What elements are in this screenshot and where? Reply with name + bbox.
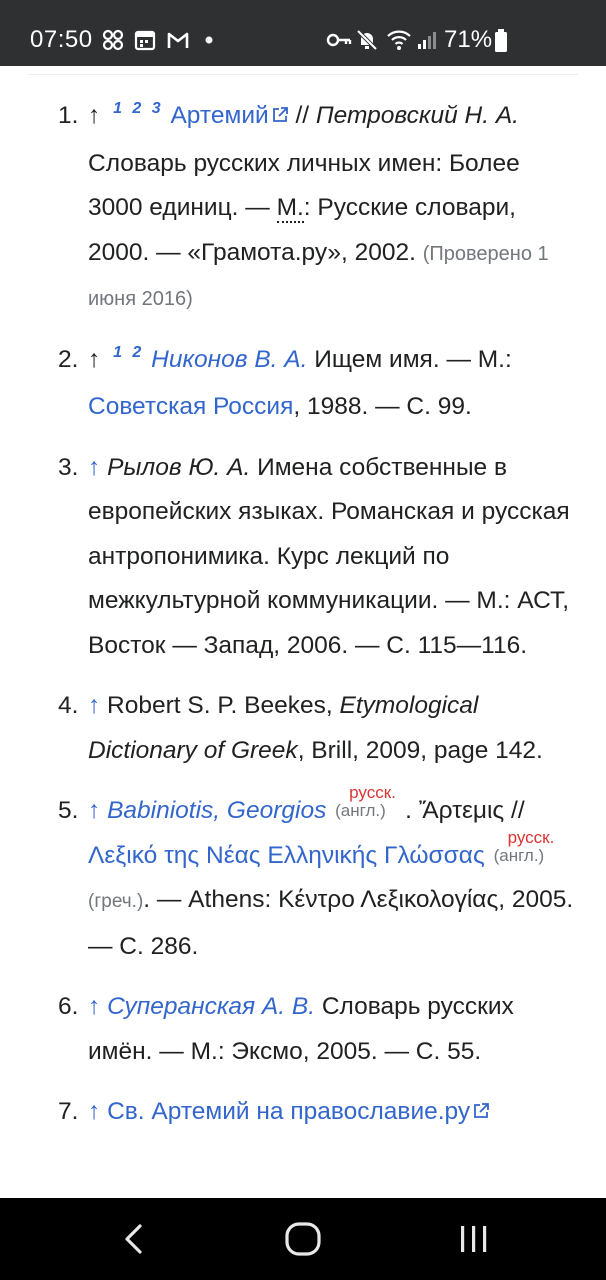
backlink-arrow[interactable]: ↑: [88, 692, 101, 719]
lang-tag-en: (англ.): [493, 845, 545, 865]
references-content: [0, 66, 606, 1198]
reference-item-6: [0, 985, 606, 1074]
backlinks-letters[interactable]: 1 2 3: [113, 100, 164, 117]
backlink-arrow: ↑: [88, 102, 101, 129]
reference-text: Имена собственные в европейских языках. Романская и русская антропонимика. Курс лекций по межкультурной коммуникации. — М.: АСТ, Восток — Запад, 2006. — С. 115—116.: [88, 453, 570, 659]
reference-text-2: . — Athens: Κέντρο Λεξικολογίας, 2005. — С. 286.: [88, 886, 574, 960]
section-divider: [28, 74, 578, 75]
navigation-bar: [0, 1198, 606, 1280]
reference-text: . Ἄρτεμις //: [405, 797, 525, 824]
language-tag-2: [492, 827, 564, 869]
reference-text-2: , Brill, 2009, page 142.: [297, 736, 543, 764]
lang-tag-greek: (греч.): [88, 891, 144, 912]
author-link-babiniotis[interactable]: Babiniotis, Georgios: [107, 797, 327, 824]
lang-tag-ru[interactable]: русск.: [349, 783, 396, 802]
reference-number: 4.: [58, 692, 79, 719]
reference-item-4: [0, 684, 606, 773]
wifi-icon: [386, 29, 412, 51]
reference-text: Словарь русских личных имен: Более 3000 единиц. —: [88, 149, 520, 221]
gmail-icon: [166, 29, 190, 51]
battery-percent: 71%: [444, 26, 493, 53]
author-link-nikonov[interactable]: Никонов В. А.: [151, 345, 308, 373]
backlink-arrow[interactable]: ↑: [88, 1098, 101, 1125]
battery-icon: [494, 29, 508, 53]
reference-title: Etymological Dictionary of Greek: [88, 692, 479, 764]
reference-link-artemiy[interactable]: Артемий: [170, 102, 269, 129]
recents-icon[interactable]: [458, 1222, 490, 1256]
reference-number: 1.: [58, 102, 79, 129]
references-list: [0, 94, 606, 1151]
home-icon[interactable]: [284, 1222, 322, 1256]
reference-text: Словарь русских имён. — М.: Эксмо, 2005. — С. 55.: [88, 993, 514, 1065]
lang-tag-ru[interactable]: русск.: [507, 827, 555, 847]
checked-date: (Проверено 1 июня 2016): [88, 242, 549, 310]
status-time: 07:50: [30, 26, 93, 53]
reference-number: 6.: [58, 993, 79, 1020]
reference-number: 2.: [58, 345, 79, 373]
mute-icon: [356, 29, 378, 51]
pinwheel-icon: [102, 29, 124, 51]
separator: //: [288, 102, 316, 129]
backlink-arrow: ↑: [88, 345, 101, 373]
reference-text: Ищем имя. — М.:: [307, 345, 512, 373]
reference-text-2: , 1988. — С. 99.: [293, 393, 472, 420]
reference-number: 3.: [58, 453, 79, 481]
back-icon[interactable]: [120, 1222, 148, 1256]
reference-item-2: [0, 338, 606, 430]
reference-author: Рылов Ю. А.: [107, 453, 251, 481]
calendar-icon: [134, 29, 156, 51]
reference-number: 5.: [58, 797, 79, 824]
reference-author: Петровский Н. А.: [315, 102, 519, 129]
language-tag: [333, 783, 405, 824]
reference-text: Robert S. P. Beekes,: [100, 692, 340, 719]
reference-item-7: [0, 1090, 606, 1135]
backlinks-letters[interactable]: 1 2: [113, 343, 145, 361]
reference-text-2: : Русские словари, 2000. — «Грамота.ру», 2002.: [88, 194, 516, 266]
reference-number: 7.: [58, 1098, 79, 1125]
reference-item-1: [0, 94, 606, 322]
external-link-icon: [271, 106, 289, 124]
backlink-arrow[interactable]: ↑: [88, 453, 101, 481]
reference-item-3: [0, 446, 606, 669]
key-icon: [326, 29, 352, 51]
external-link-icon: [472, 1102, 490, 1120]
status-bar: [0, 0, 606, 66]
backlink-arrow[interactable]: ↑: [88, 993, 101, 1020]
greek-dictionary-link[interactable]: Λεξικό της Νέας Ελληνικής Γλώσσας: [88, 841, 485, 869]
author-link-superanskaya[interactable]: Суперанская А. В.: [107, 993, 316, 1020]
signal-icon: [416, 29, 438, 51]
reference-item-5: [0, 783, 606, 969]
abbr-moscow[interactable]: М.: [276, 194, 304, 221]
lang-tag-en: (англ.): [335, 801, 386, 820]
publisher-link[interactable]: Советская Россия: [88, 393, 294, 420]
backlink-arrow[interactable]: ↑: [88, 797, 101, 824]
pravoslavie-link[interactable]: Св. Артемий на православие.ру: [107, 1098, 471, 1125]
dot-icon: [204, 29, 214, 51]
